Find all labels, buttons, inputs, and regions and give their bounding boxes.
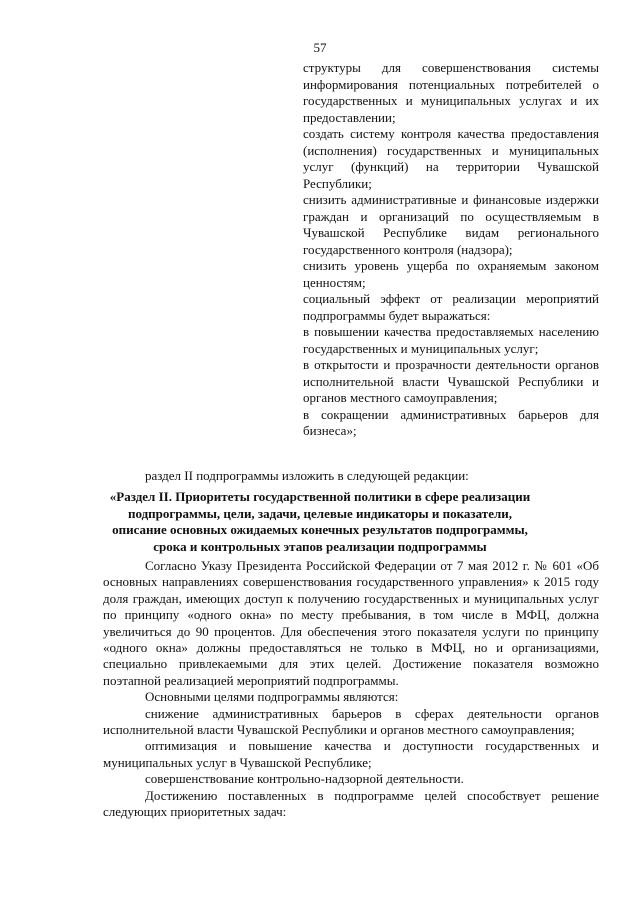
paragraph: Согласно Указу Президента Российской Федерации от 7 мая 2012 г. № 601 «Об основных направлениях совершенствования государственного управления» к 2015 году доля граждан, имеющих доступ к получению государственных и муниципальных услуг по принципу «одного окна» по месту пребывания, в том числе в МФЦ, должна увеличиться до 90 процентов. Для обеспечения этого показателя услуги по принципу «одного окна» должны предоставляться не только в МФЦ, но и организациями, специально привлекаемыми для этих целей. Достижение показателя возможно поэтапной реализацией мероприятий подпрограммы. [103, 558, 599, 688]
page-number: 57 [313, 40, 327, 55]
paragraph: снизить административные и финансовые издержки граждан и организаций по осуществляемым в Чувашской Республике видам регионального государственного контроля (надзора); [303, 192, 599, 257]
list-item: снижение административных барьеров в сферах деятельности органов исполнительной власти Чувашской Республики и органов местного самоуправления; [103, 705, 599, 738]
paragraph: создать систему контроля качества предоставления (исполнения) государственных и муниципальных услуг (функций) на территории Чувашской Республики; [303, 126, 599, 191]
paragraph: Основными целями подпрограммы являются: [145, 689, 399, 705]
paragraph: в открытости и прозрачности деятельности органов исполнительной власти Чувашской Республики и органов местного самоуправления; [303, 357, 599, 405]
continuation-text-block [303, 60, 599, 440]
paragraph: структуры для совершенствования системы информирования потенциальных потребителей о государственных и муниципальных услугах и их предоставлении; [303, 60, 599, 125]
paragraph: снизить уровень ущерба по охраняемым законом ценностям; [303, 258, 599, 290]
list-item: совершенствование контрольно-надзорной деятельности. [145, 771, 464, 787]
paragraph: в сокращении административных барьеров для бизнеса»; [303, 406, 599, 438]
paragraph: социальный эффект от реализации мероприятий подпрограммы будет выражаться: [303, 291, 599, 323]
section-body [103, 558, 599, 821]
section-heading: «Раздел II. Приоритеты государственной политики в сфере реализации подпрограммы, цели, задачи, целевые индикаторы и показатели, описание основных ожидаемых конечных результатов подпрограммы, срока и контрольных этапов реализации подпрограммы [109, 489, 531, 554]
list-item: оптимизация и повышение качества и доступности государственных и муниципальных услуг в Чувашской Республике; [103, 738, 599, 770]
paragraph: в повышении качества предоставляемых населению государственных и муниципальных услуг; [303, 324, 599, 356]
amendment-instruction: раздел II подпрограммы изложить в следующей редакции: [145, 468, 469, 483]
paragraph: Достижению поставленных в подпрограмме целей способствует решение следующих приоритетных задач: [103, 787, 599, 820]
